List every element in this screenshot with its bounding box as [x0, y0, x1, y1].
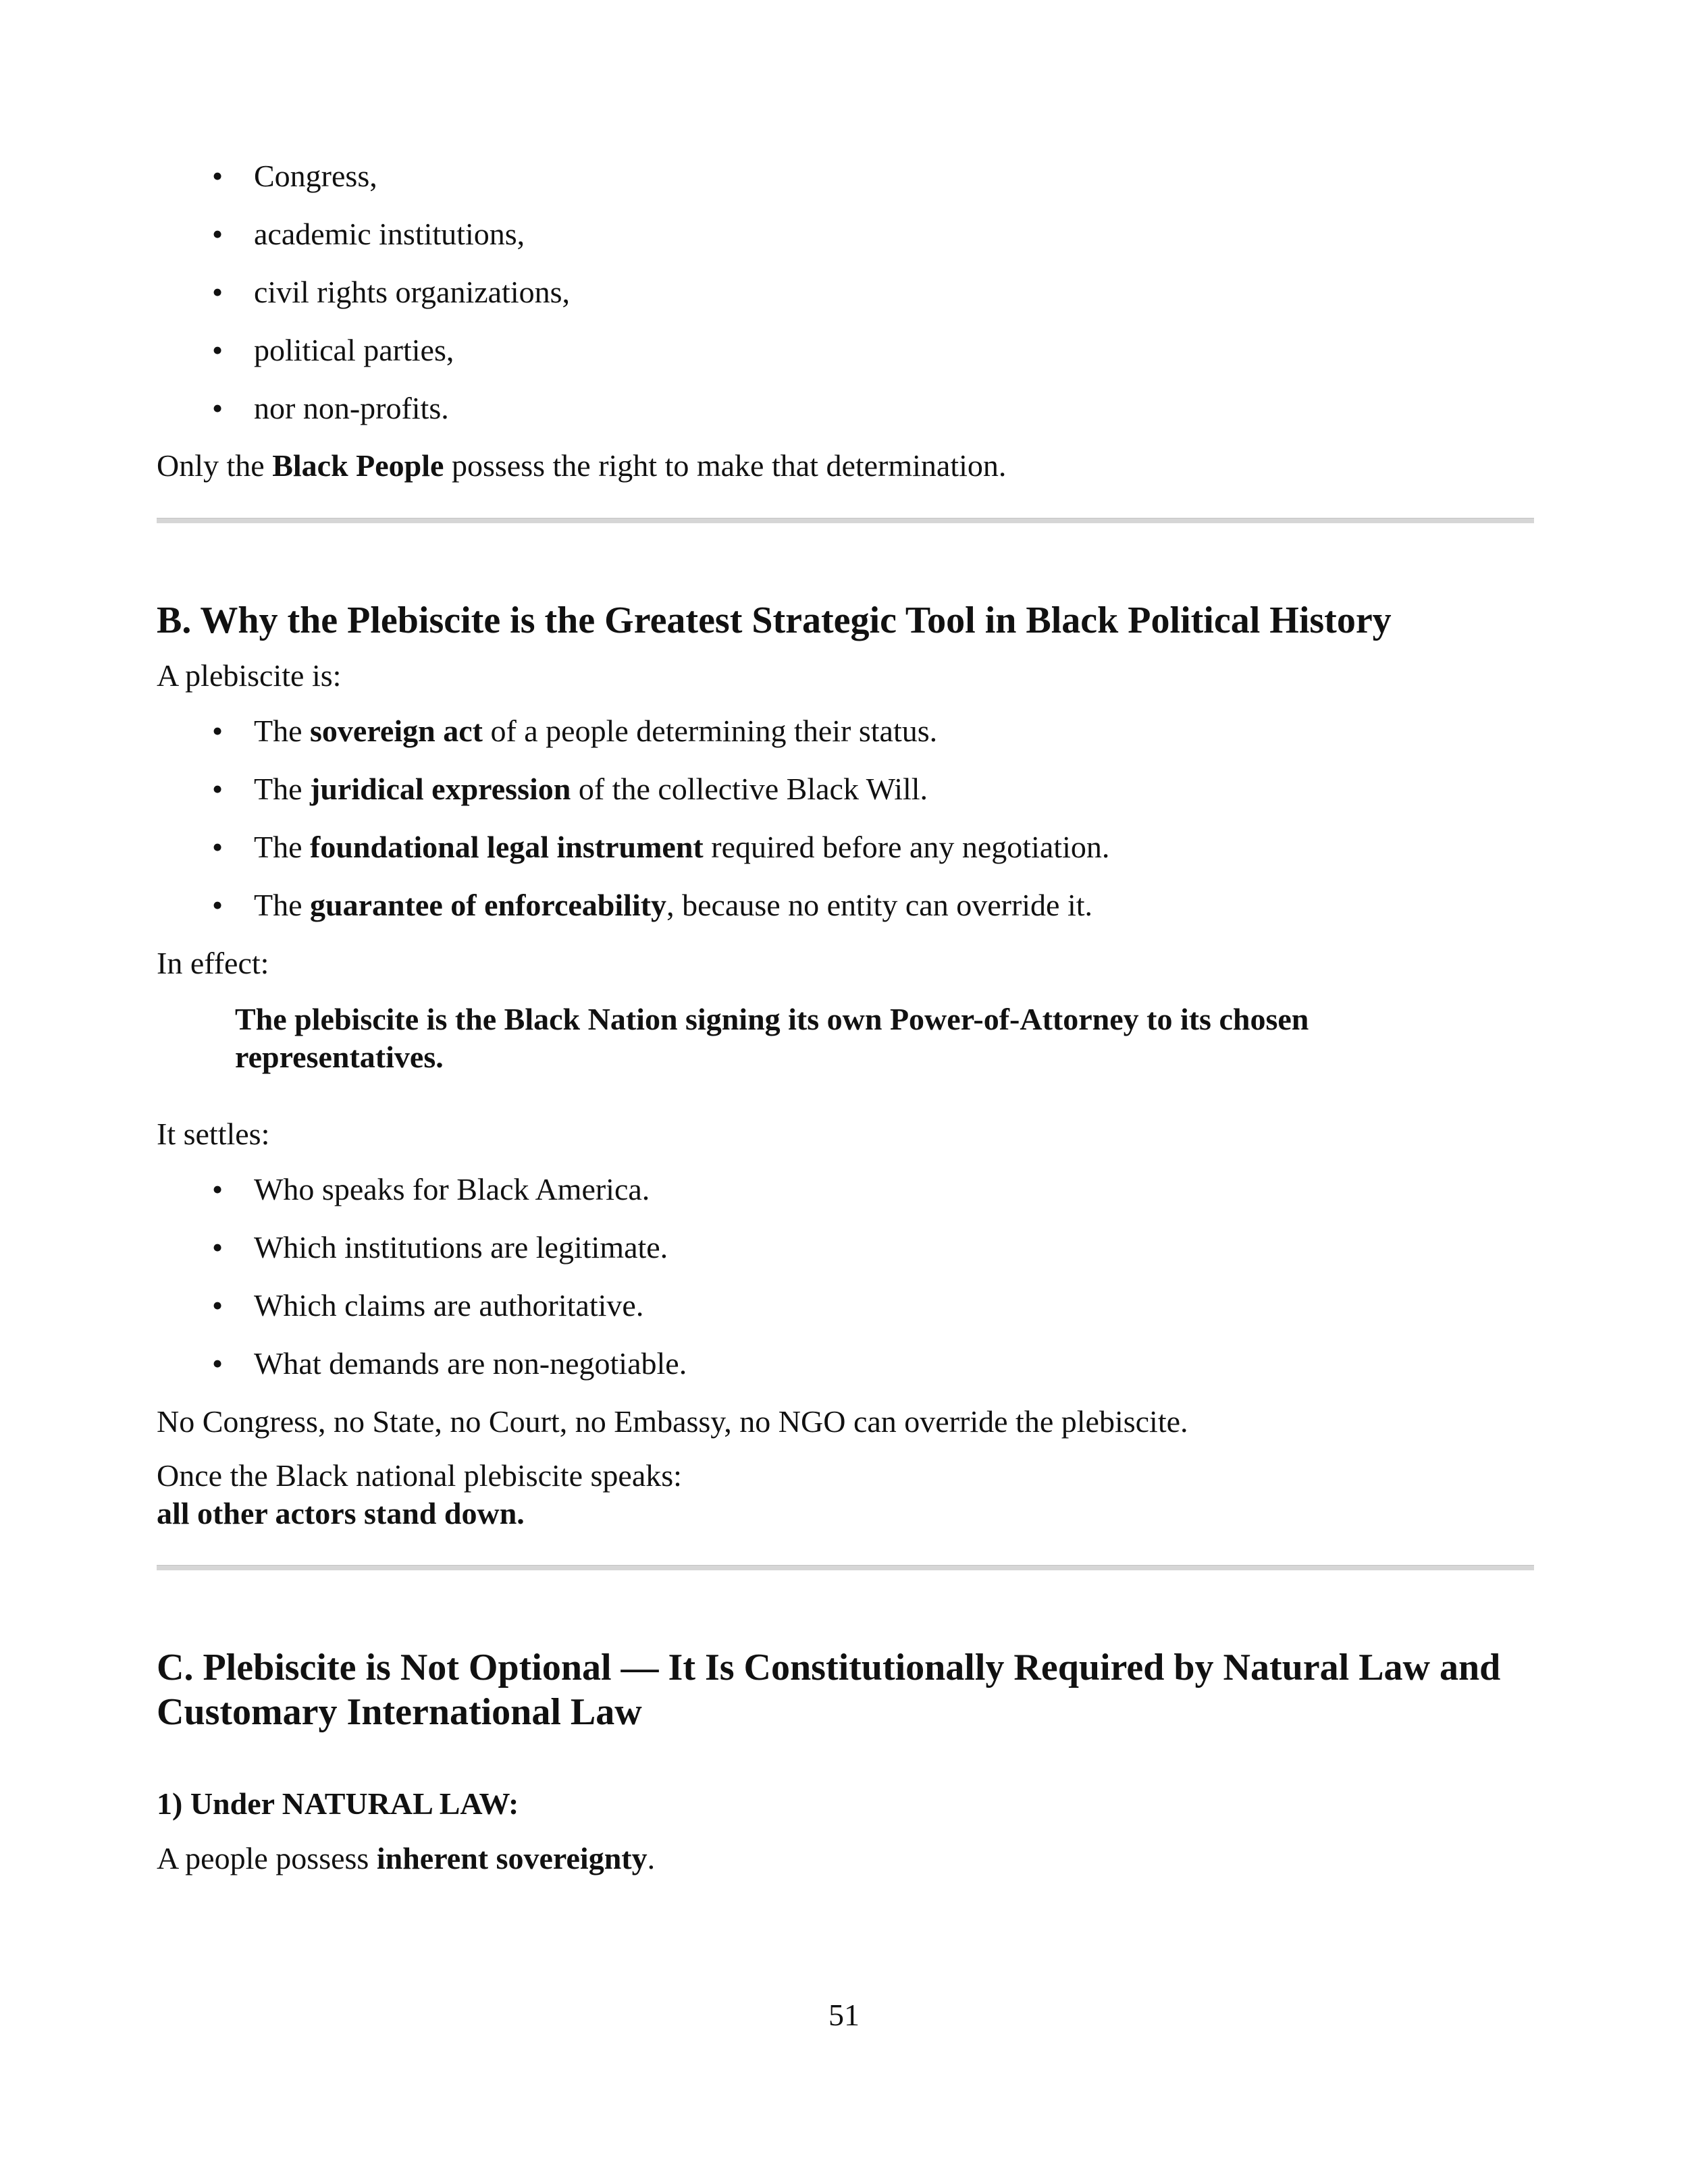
- bullet-icon: •: [212, 1288, 223, 1323]
- it-settles-label: It settles:: [157, 1117, 270, 1151]
- page-number: 51: [828, 1998, 860, 2032]
- plebiscite-definition-list: [157, 712, 1507, 944]
- bullet-icon: •: [212, 1172, 223, 1206]
- top-bullet-list: [157, 157, 1507, 448]
- in-effect-label: In effect:: [157, 946, 269, 980]
- list-item: • What demands are non-negotiable.: [157, 1345, 1507, 1403]
- bullet-icon: •: [212, 772, 223, 806]
- bullet-icon: •: [212, 275, 223, 309]
- list-item: • Which claims are authoritative.: [157, 1287, 1507, 1345]
- list-item: • academic institutions,: [157, 215, 1507, 273]
- power-of-attorney-quote: The plebiscite is the Black Nation signing its own Power-of-Attorney to its chosen representatives.: [235, 1002, 1309, 1074]
- bullet-icon: •: [212, 217, 223, 251]
- emphasis: Black People: [272, 448, 444, 483]
- list-item: • Congress,: [157, 157, 1507, 215]
- section-b-heading: B. Why the Plebiscite is the Greatest Strategic Tool in Black Political History: [157, 600, 1392, 641]
- bullet-icon: •: [212, 1346, 223, 1381]
- bullet-icon: •: [212, 888, 223, 922]
- only-black-people-paragraph: Only the Black People possess the right to make that determination.: [157, 448, 1007, 483]
- bullet-icon: •: [212, 391, 223, 425]
- natural-law-subheading: 1) Under NATURAL LAW:: [157, 1786, 519, 1821]
- section-divider: [157, 518, 1534, 523]
- bullet-icon: •: [212, 714, 223, 748]
- list-item: • Who speaks for Black America.: [157, 1171, 1507, 1229]
- plebiscite-intro: A plebiscite is:: [157, 658, 342, 693]
- list-item: • The guarantee of enforceability, because no entity can override it.: [157, 886, 1507, 944]
- settles-list: [157, 1171, 1507, 1403]
- inherent-sovereignty-paragraph: A people possess inherent sovereignty.: [157, 1841, 656, 1875]
- section-c-heading: C. Plebiscite is Not Optional — It Is Constitutionally Required by Natural Law and Customary International Law: [157, 1647, 1501, 1733]
- once-speaks-line: Once the Black national plebiscite speaks:: [157, 1458, 682, 1493]
- list-item: • Which institutions are legitimate.: [157, 1229, 1507, 1287]
- no-override-paragraph: No Congress, no State, no Court, no Embassy, no NGO can override the plebiscite.: [157, 1404, 1188, 1439]
- bullet-icon: •: [212, 1230, 223, 1264]
- bullet-icon: •: [212, 830, 223, 864]
- bullet-icon: •: [212, 333, 223, 367]
- list-item: • The sovereign act of a people determining their status.: [157, 712, 1507, 770]
- stand-down-line: all other actors stand down.: [157, 1496, 525, 1530]
- list-item: • political parties,: [157, 331, 1507, 390]
- list-item: • The juridical expression of the collective Black Will.: [157, 770, 1507, 828]
- list-item: • nor non-profits.: [157, 390, 1507, 448]
- list-item: • The foundational legal instrument required before any negotiation.: [157, 828, 1507, 886]
- list-item: • civil rights organizations,: [157, 273, 1507, 331]
- section-divider: [157, 1565, 1534, 1570]
- bullet-icon: •: [212, 159, 223, 193]
